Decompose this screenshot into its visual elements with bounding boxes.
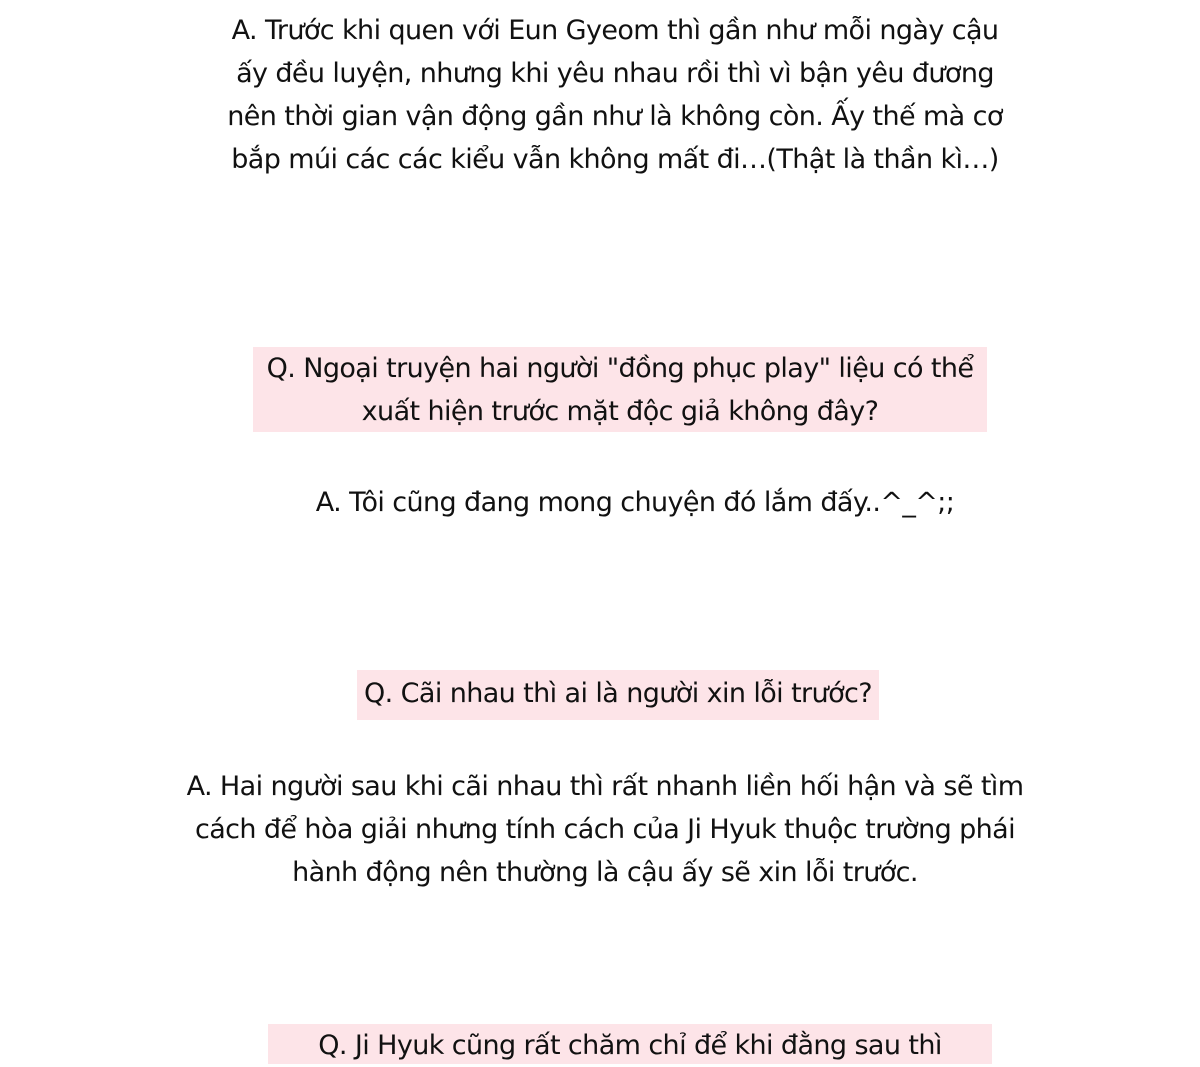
answer-1	[200, 9, 1030, 181]
answer-3-line-3: hành động nên thường là cậu ấy sẽ xin lỗi trước.	[292, 857, 918, 888]
answer-1-line-1: A. Trước khi quen với Eun Gyeom thì gần như mỗi ngày cậu	[231, 15, 999, 46]
answer-2	[285, 481, 985, 524]
answer-3-line-2: cách để hòa giải nhưng tính cách của Ji Hyuk thuộc trường phái	[194, 814, 1016, 845]
answer-3	[170, 765, 1040, 894]
question-3-line-1: Q. Cãi nhau thì ai là người xin lỗi trước?	[364, 678, 872, 709]
answer-1-line-4: bắp múi các các kiểu vẫn không mất đi…(Thật là thần kì…)	[231, 144, 999, 175]
question-2	[253, 347, 987, 432]
question-2-line-1: Q. Ngoại truyện hai người "đồng phục play" liệu có thể	[266, 353, 974, 384]
answer-2-line-1: A. Tôi cũng đang mong chuyện đó lắm đấy..^_^;;	[315, 487, 955, 518]
answer-1-line-2: ấy đều luyện, nhưng khi yêu nhau rồi thì vì bận yêu đương	[236, 58, 994, 89]
question-2-line-2: xuất hiện trước mặt độc giả không đây?	[361, 396, 879, 427]
answer-1-line-3: nên thời gian vận động gần như là không còn. Ấy thế mà cơ	[227, 101, 1003, 132]
question-4-partial	[268, 1024, 992, 1064]
answer-3-line-1: A. Hai người sau khi cãi nhau thì rất nhanh liền hối hận và sẽ tìm	[186, 771, 1024, 802]
question-4-line-1: Q. Ji Hyuk cũng rất chăm chỉ để khi đằng sau thì	[318, 1030, 942, 1061]
question-3	[357, 670, 879, 720]
